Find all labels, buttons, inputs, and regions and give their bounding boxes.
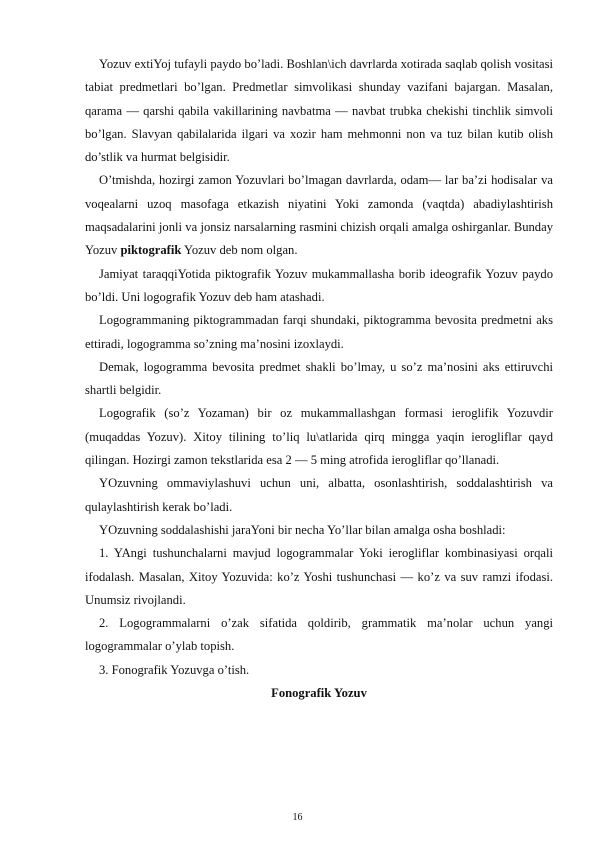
paragraph-2-text-after: Yozuv deb nom olgan. — [181, 243, 298, 258]
paragraph-3: Jamiyat taraqqiYotida piktografik Yozuv mukammallasha borib ideografik Yozuv paydo bo’ldi. Uni logografik Yozuv deb ham atashadi. — [85, 266, 553, 304]
paragraph-7: YOzuvning ommaviylashuvi uchun uni, albatta, osonlashtirish, soddalashtirish va qulaylashtirish kerak bo’ladi. — [85, 476, 553, 514]
list-item-2: 2. Logogrammalarni o’zak sifatida qoldirib, grammatik ma’nolar uchun yangi logogrammalar o’ylab topish. — [85, 616, 553, 654]
paragraph-4: Logogrammaning piktogrammadan farqi shundaki, piktogramma bevosita predmetni aks ettiradi, logogramma so’zning ma’nosini izoxlaydi. — [85, 313, 553, 351]
paragraph-8: YOzuvning soddalashishi jaraYoni bir necha Yo’llar bilan amalga osha boshladi: — [99, 522, 506, 537]
paragraph-6: Logografik (so’z Yozaman) bir oz mukammallashgan formasi ieroglifik Yozuvdir (muqaddas Yozuv). Xitoy tilining to’liq lu\atlarida qirq mingga yaqin ierogliflar qayd qilingan. Hozirgi zamon tekstlarida esa 2 — 5 ming atrofida ierogliflar qo’llanadi. — [85, 406, 553, 468]
list-item-3: 3. Fonografik Yozuvga o’tish. — [99, 662, 250, 677]
paragraph-2-text-before: O’tmishda, hozirgi zamon Yozuvlari bo’lmagan davrlarda, odam— lar ba’zi hodisalar va voqealarni uzoq masofaga etkazish niyatini Yoki zamonda (vaqtda) abadiylashtirish maqsadalarini jonli va jonsiz narsalarning rasmini chizish orqali amalga oshirganlar. Bunday Yozuv — [85, 173, 553, 258]
page-number: 16 — [292, 812, 303, 823]
list-item-1: 1. YAngi tushunchalarni mavjud logogrammalar Yoki ierogliflar kombinasiyasi orqali ifodalash. Masalan, Xitoy Yozuvida: ko’z Yoshi tushunchasi — ko’z va suv ramzi ifodasi. Unumsiz rivojlandi. — [85, 546, 553, 607]
paragraph-1: Yozuv extiYoj tufayli paydo bo’ladi. Boshlan\ich davrlarda xotirada saqlab qolish vositasi tabiat predmetlari bo’lgan. Predmetlar simvolikasi shunday vazifani bajargan. Masalan, qarama — qarshi qabila vakillarining navbatma — navbat trubka chekishi tinchlik simvoli bo’lgan. Slavyan qabilalarida ilgari va xozir ham mehmonni non va tuz bilan kutib olish do’stlik va hurmat belgisidir. — [85, 57, 553, 165]
paragraph-2-bold-term: piktografik — [120, 243, 182, 258]
section-heading: Fonografik Yozuv — [271, 686, 367, 701]
paragraph-2 — [85, 169, 553, 262]
paragraph-5: Demak, logogramma bevosita predmet shakli bo’lmay, u so’z ma’nosini aks ettiruvchi shartli belgidir. — [85, 359, 553, 398]
document-body — [85, 53, 553, 705]
